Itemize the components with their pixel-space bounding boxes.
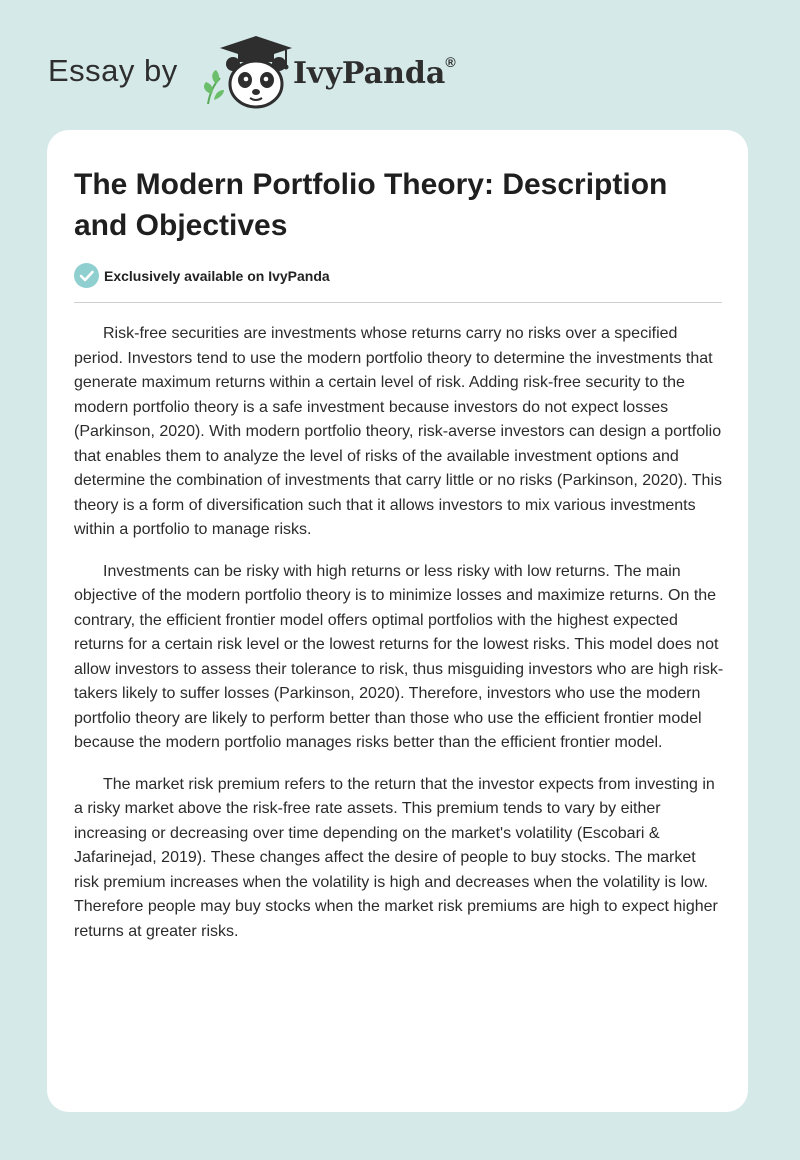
exclusive-badge (74, 263, 474, 289)
paragraph-3: The market risk premium refers to the return that the investor expects from investing in a risky market above the risk-free rate assets. This premium tends to vary by either increasing or decreasing over time depending on the market's volatility (Escobari & Jafarinejad, 2019). These changes affect the desire of people to buy stocks. The market risk premium increases when the volatility is high and decreases when the volatility is low. Therefore people may buy stocks when the market risk premiums are high to expect higher returns at greater risks. (74, 775, 718, 940)
check-circle-icon (74, 263, 99, 288)
registered-mark: ® (445, 54, 456, 70)
brand-name[interactable]: IvyPanda® (293, 54, 456, 91)
paragraph-2: Investments can be risky with high returns or less risky with low returns. The main objective of the modern portfolio theory is to minimize losses and maximize returns. On the contrary, the efficient frontier model offers optimal portfolios with the highest expected returns for a certain risk level or the lowest returns for the lowest risks. This model does not allow investors to assess their tolerance to risk, thus misguiding investors who are high risk-takers likely to suffer losses (Parkinson, 2020). Therefore, investors who use the modern portfolio theory are likely to perform better than those who use the efficient frontier model because the modern portfolio manages risks better than the efficient frontier model. (74, 562, 724, 751)
essay-card (47, 130, 748, 1112)
paragraph-1: Risk-free securities are investments whose returns carry no risks over a specified period. Investors tend to use the modern portfolio theory to determine the investments that generate maximum returns within a certain level of risk. Adding risk-free security to the modern portfolio theory is a safe investment because investors do not expect losses (Parkinson, 2020). With modern portfolio theory, risk-averse investors can design a portfolio that enables them to analyze the level of risks of the available investment options and determine the combination of investments that carry little or no risks (Parkinson, 2020). This theory is a form of diversification such that it allows investors to mix various investments within a portfolio to manage risks. (74, 325, 722, 538)
page-title: The Modern Portfolio Theory: Description and Objectives (74, 168, 668, 242)
essay-by-label: Essay by (48, 53, 178, 88)
site-header (48, 34, 748, 110)
essay-body (74, 322, 724, 961)
panda-logo-icon[interactable] (200, 34, 294, 110)
badge-label: Exclusively available on IvyPanda (104, 268, 330, 284)
divider (74, 302, 722, 303)
